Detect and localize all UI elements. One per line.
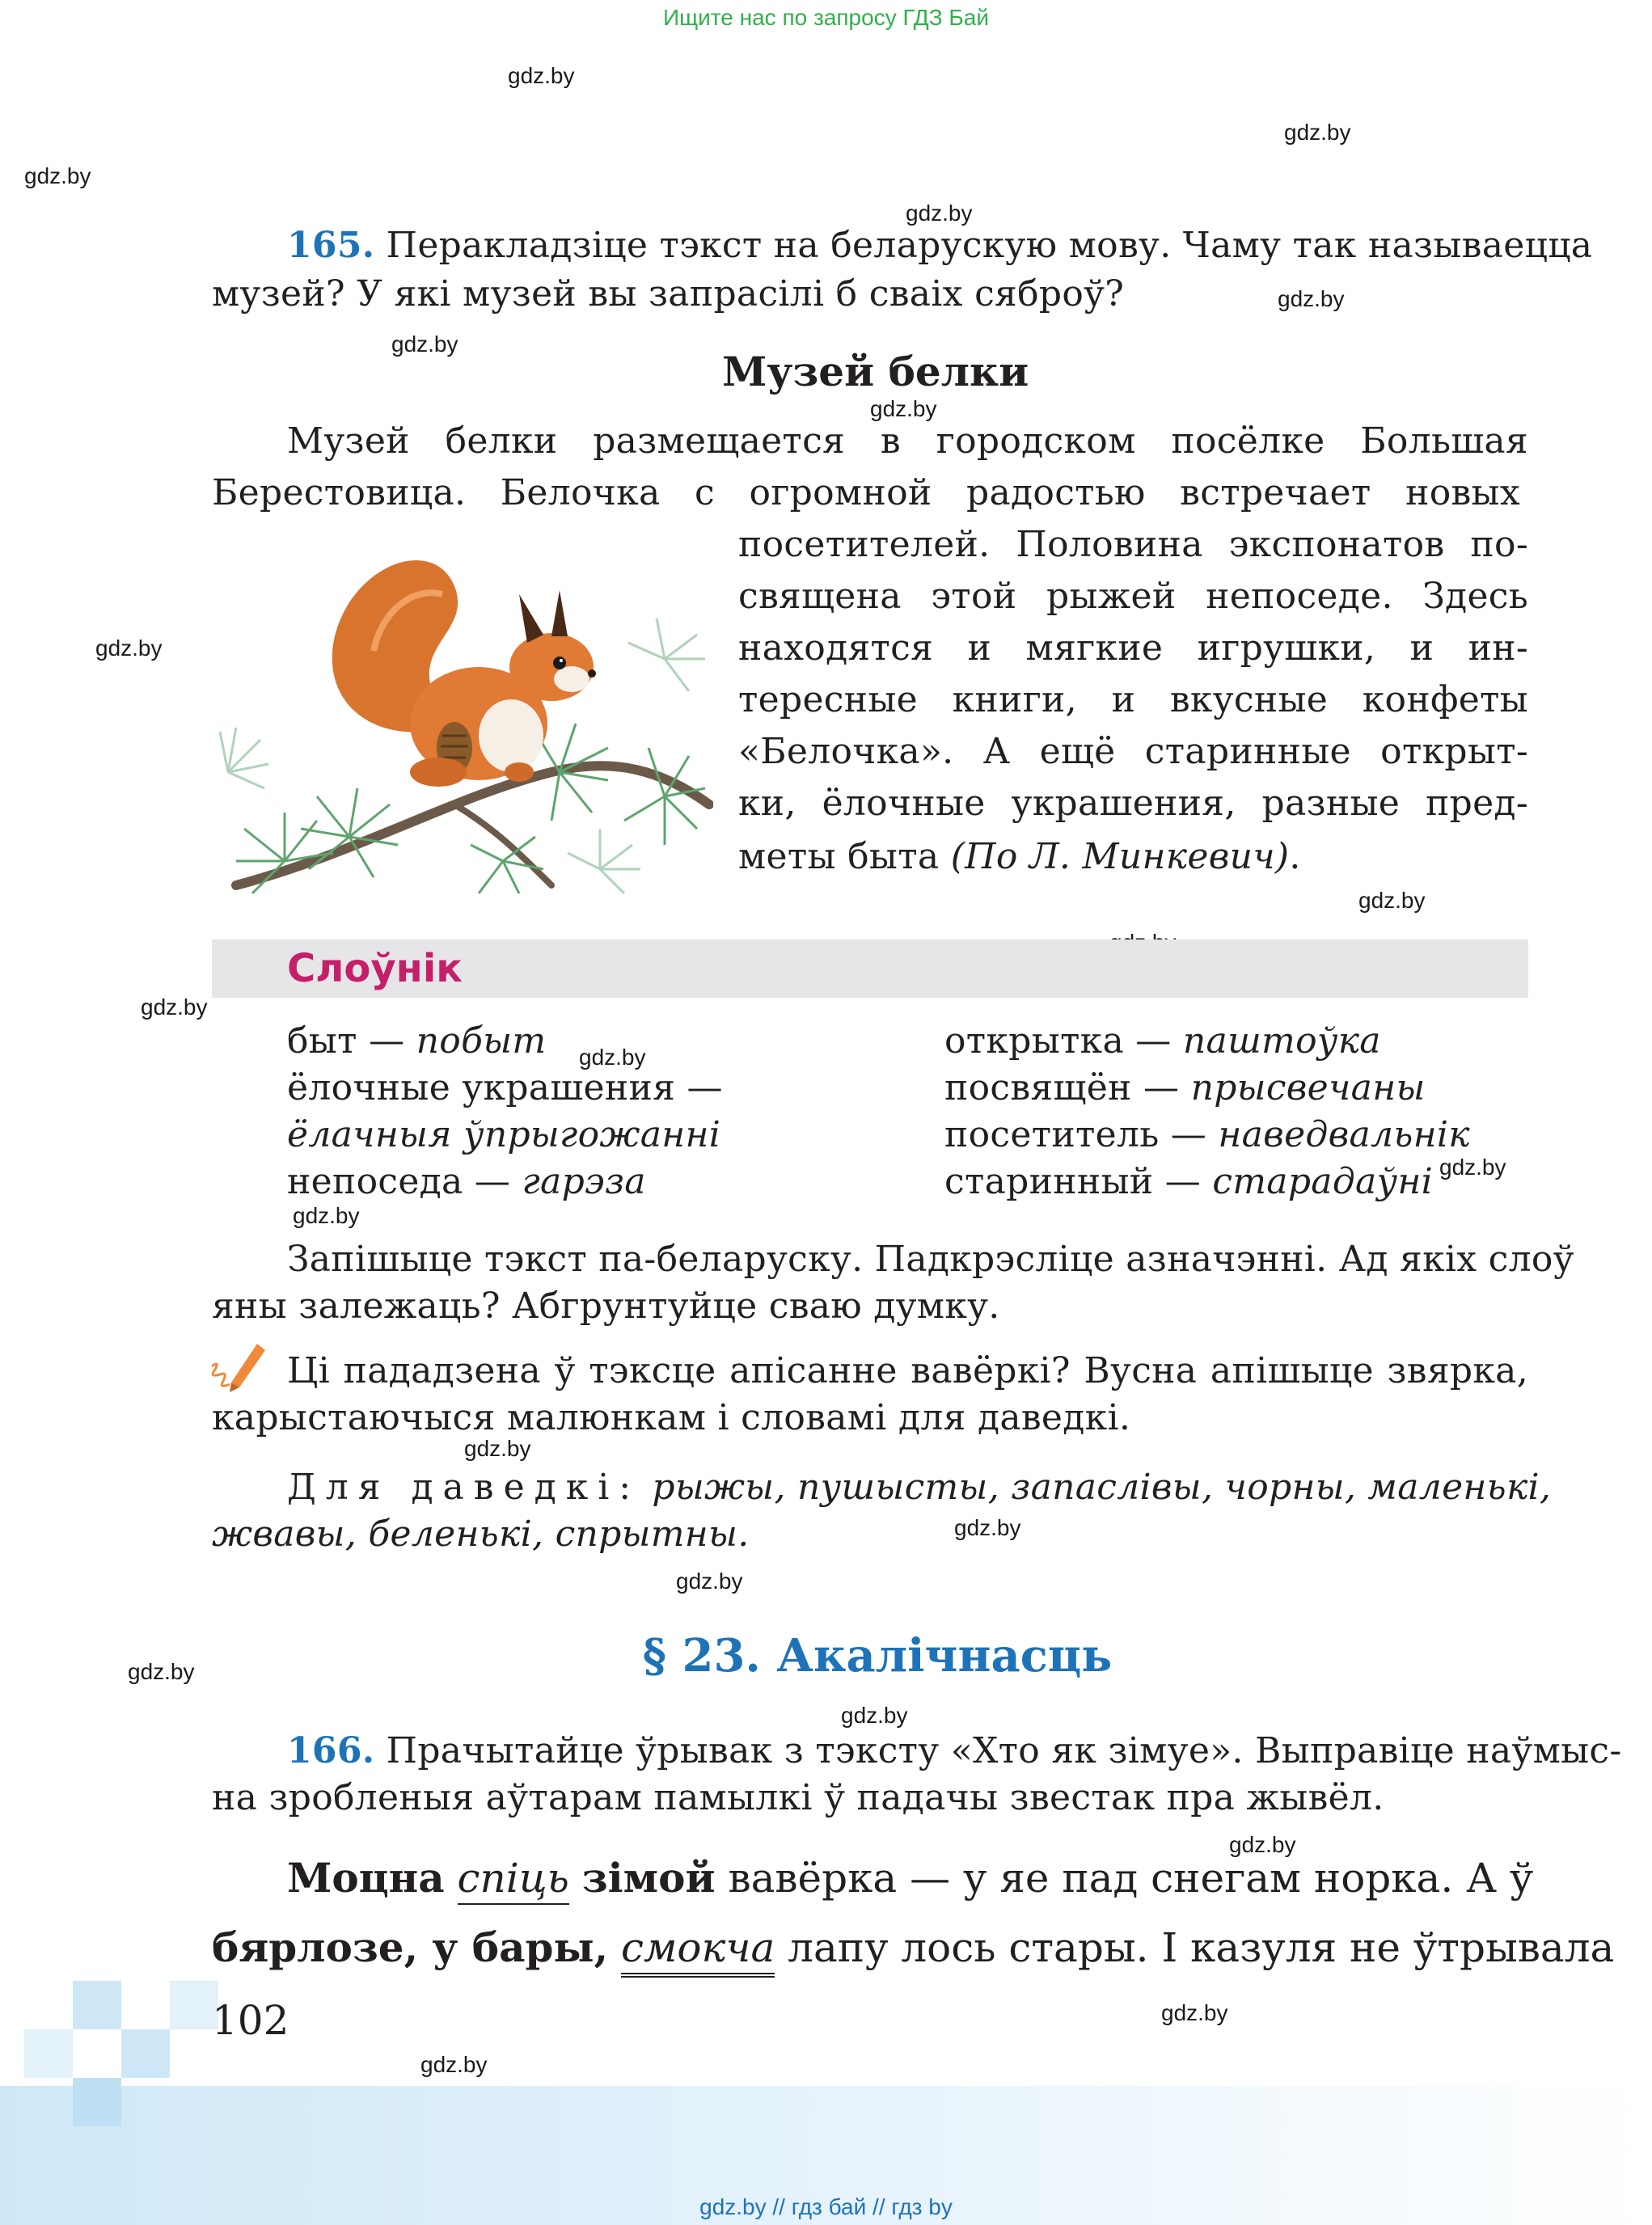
exercise-165-line2: музей? У які музей вы запрасілі б сваіх сяброў?	[212, 273, 1125, 315]
watermark: gdz.by	[1278, 286, 1345, 311]
top-banner[interactable]: Ищите нас по запросу ГДЗ Бай	[662, 5, 990, 30]
exercise-number: 166.	[287, 1730, 375, 1771]
poem-line: Моцна спіць зімой вавёрка — у яе пад снегам норка. А ў	[287, 1850, 1528, 1906]
poem-line: бярлозе, у бары, смокча лапу лось стары. І казуля не ўтрывала	[212, 1919, 1528, 1976]
vocab-entry: ёлочные украшения —	[287, 1067, 723, 1108]
vocab-entry: открытка — паштоўка	[944, 1020, 1381, 1062]
footer-links[interactable]: gdz.by // гдз бай // гдз by	[699, 2194, 953, 2219]
story-title: Музей белки	[722, 348, 1029, 395]
watermark: gdz.by	[95, 635, 163, 661]
watermark: gdz.by	[1161, 2000, 1228, 2025]
story-line: Музей белки размещается в городском посёлке Большая	[287, 420, 1528, 462]
story-line: находятся и мягкие игрушки, и ин-	[738, 627, 1528, 669]
story-last-line: меты быта (По Л. Минкевич).	[738, 836, 1301, 877]
exercise-165-line1: 165. Перакладзіце тэкст на беларускую мову. Чаму так называецца	[287, 225, 1593, 266]
deco-square	[170, 1981, 218, 2029]
watermark: gdz.by	[420, 2052, 488, 2077]
story-author: (По Л. Минкевич)	[950, 836, 1290, 877]
deco-square	[121, 2029, 170, 2078]
watermark: gdz.by	[141, 994, 208, 1020]
reference-line: жвавы, беленькі, спрытны.	[212, 1514, 750, 1555]
section-title: § 23. Акалічнасць	[642, 1629, 1113, 1682]
watermark: gdz.by	[676, 1568, 743, 1594]
watermark: gdz.by	[1439, 1155, 1506, 1180]
story-line: Берестовица. Белочка с огромной радостью встречает новых	[212, 472, 1520, 513]
story-line: тересные книги, и вкусные конфеты	[738, 679, 1528, 720]
watermark: gdz.by	[870, 396, 937, 421]
watermark: gdz.by	[906, 201, 973, 226]
deco-square	[73, 2078, 121, 2126]
watermark: gdz.by	[1284, 120, 1351, 145]
watermark: gdz.by	[1358, 888, 1426, 913]
story-line: «Белочка». А ещё старинные открыт-	[738, 731, 1528, 772]
squirrel-illustration	[212, 530, 713, 897]
task-line: яны залежаць? Абгрунтуйце сваю думку.	[212, 1286, 1000, 1327]
page-number: 102	[212, 1997, 289, 2044]
exercise-166-line2: на зробленыя аўтарам памылкі ў падачы звестак пра жывёл.	[212, 1777, 1384, 1818]
watermark: gdz.by	[128, 1659, 195, 1684]
writing-task-line: карыстаючыся малюнкам і словамі для даведкі.	[212, 1397, 1131, 1438]
story-line: посетителей. Половина экспонатов по-	[738, 524, 1528, 565]
pen-icon	[207, 1334, 272, 1399]
exercise-number: 165.	[287, 225, 375, 266]
vocab-entry-translation: ёлачныя ўпрыгожанні	[287, 1114, 721, 1155]
story-line: священа этой рыжей непоседе. Здесь	[738, 576, 1528, 617]
deco-square	[73, 1981, 121, 2029]
vocab-entry: старинный — старадаўні	[944, 1161, 1434, 1202]
vocab-entry: быт — побыт	[287, 1020, 547, 1062]
vocab-entry: непоседа — гарэза	[287, 1161, 646, 1202]
vocab-entry: посетитель — наведвальнік	[944, 1114, 1470, 1155]
task-line: Запішыце тэкст па-беларуску. Падкрэсліце азначэнні. Ад якіх слоў	[287, 1239, 1574, 1280]
vocabulary-title: Слоўнік	[287, 946, 463, 991]
deco-square	[24, 2029, 73, 2078]
story-line: ки, ёлочные украшения, разные пред-	[738, 783, 1528, 824]
watermark: gdz.by	[1229, 1832, 1296, 1857]
watermark: gdz.by	[24, 163, 91, 188]
exercise-166-line1: 166. Прачытайце ўрывак з тэксту «Хто як зімуе». Выправіце наўмыс-	[287, 1730, 1622, 1771]
writing-task-line: Ці пададзена ў тэксце апісанне вавёркі? Вусна апішыце звярка,	[287, 1350, 1528, 1391]
reference-line: Для даведкі: рыжы, пушысты, запаслівы, чорны, маленькі,	[287, 1467, 1552, 1508]
watermark: gdz.by	[954, 1515, 1021, 1540]
reference-label: Для даведкі:	[287, 1467, 641, 1508]
watermark: gdz.by	[508, 63, 575, 88]
watermark: gdz.by	[391, 331, 458, 357]
vocab-entry: посвящён — прысвечаны	[944, 1067, 1426, 1108]
watermark: gdz.by	[293, 1203, 360, 1228]
watermark: gdz.by	[841, 1703, 908, 1728]
watermark: gdz.by	[579, 1045, 646, 1070]
watermark: gdz.by	[464, 1436, 531, 1461]
